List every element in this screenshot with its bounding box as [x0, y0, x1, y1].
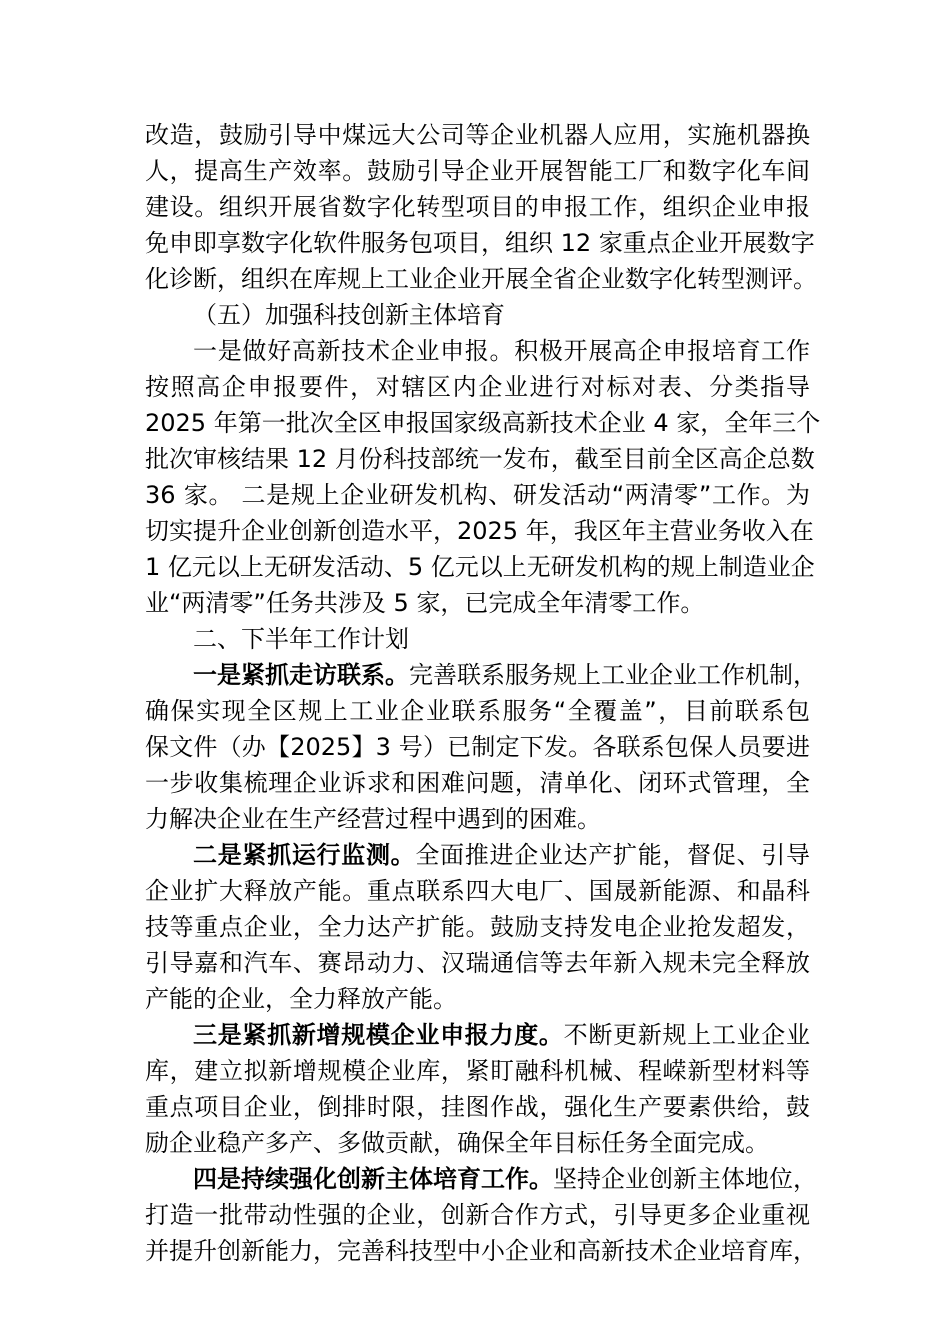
text-line: 三是紧抓新增规模企业申报力度。不断更新规上工业企业: [193, 1021, 810, 1049]
text-line: 36 家。 二是规上企业研发机构、研发活动“两清零”工作。为: [145, 481, 810, 509]
text-line: 2025 年第一批次全区申报国家级高新技术企业 4 家，全年三个: [145, 409, 821, 437]
text-line: 改造，鼓励引导中煤远大公司等企业机器人应用，实施机器换: [145, 121, 810, 149]
text-line: 并提升创新能力，完善科技型中小企业和高新技术企业培育库，: [145, 1237, 817, 1265]
section-heading: （五）加强科技创新主体培育: [193, 301, 505, 329]
text-line: 建设。组织开展省数字化转型项目的申报工作，组织企业申报: [145, 193, 810, 221]
text-line: 企业扩大释放产能。重点联系四大电厂、国晟新能源、和晶科: [145, 877, 810, 905]
text-line: 按照高企申报要件，对辖区内企业进行对标对表、分类指导: [145, 373, 810, 401]
text-line: 业“两清零”任务共涉及 5 家，已完成全年清零工作。: [145, 589, 705, 617]
text-line: 技等重点企业，全力达产扩能。鼓励支持发电企业抢发超发，: [145, 913, 810, 941]
bold-lead: 二是紧抓运行监测。: [193, 841, 416, 869]
section-heading: 二、下半年工作计划: [193, 625, 409, 653]
text-line: 确保实现全区规上工业企业联系服务“全覆盖”，目前联系包: [145, 697, 810, 725]
text-line: 免申即享数字化软件服务包项目，组织 12 家重点企业开展数字: [145, 229, 815, 257]
text-line: 二是紧抓运行监测。全面推进企业达产扩能，督促、引导: [193, 841, 810, 869]
bold-lead: 四是持续强化创新主体培育工作。: [193, 1165, 553, 1193]
text-line: 批次审核结果 12 月份科技部统一发布，截至目前全区高企总数: [145, 445, 815, 473]
text-line: 人，提高生产效率。鼓励引导企业开展智能工厂和数字化车间: [145, 157, 810, 185]
text-line: 一步收集梳理企业诉求和困难问题，清单化、闭环式管理，全: [145, 769, 810, 797]
text-line: 四是持续强化创新主体培育工作。坚持企业创新主体地位，: [193, 1165, 817, 1193]
text-line: 一是做好高新技术企业申报。积极开展高企申报培育工作: [193, 337, 810, 365]
bold-lead: 一是紧抓走访联系。: [193, 661, 409, 689]
text-line: 一是紧抓走访联系。完善联系服务规上工业企业工作机制，: [193, 661, 817, 689]
text-line: 重点项目企业，倒排时限，挂图作战，强化生产要素供给，鼓: [145, 1093, 810, 1121]
text-line: 1 亿元以上无研发活动、5 亿元以上无研发机构的规上制造业企: [145, 553, 815, 581]
text-line: 励企业稳产多产、多做贡献，确保全年目标任务全面完成。: [145, 1129, 769, 1157]
text-line: 力解决企业在生产经营过程中遇到的困难。: [145, 805, 601, 833]
text-line: 切实提升企业创新创造水平，2025 年，我区年主营业务收入在: [145, 517, 814, 545]
text-line: 化诊断，组织在库规上工业企业开展全省企业数字化转型测评。: [145, 265, 817, 293]
text-line: 引导嘉和汽车、赛昂动力、汉瑞通信等去年新入规未完全释放: [145, 949, 810, 977]
text-line: 打造一批带动性强的企业，创新合作方式，引导更多企业重视: [145, 1201, 810, 1229]
text-line: 产能的企业，全力释放产能。: [145, 985, 457, 1013]
bold-lead: 三是紧抓新增规模企业申报力度。: [193, 1021, 564, 1049]
text-line: 保文件（办【2025】3 号）已制定下发。各联系包保人员要进: [145, 733, 810, 761]
text-line: 库，建立拟新增规模企业库，紧盯融科机械、程嵘新型材料等: [145, 1057, 810, 1085]
